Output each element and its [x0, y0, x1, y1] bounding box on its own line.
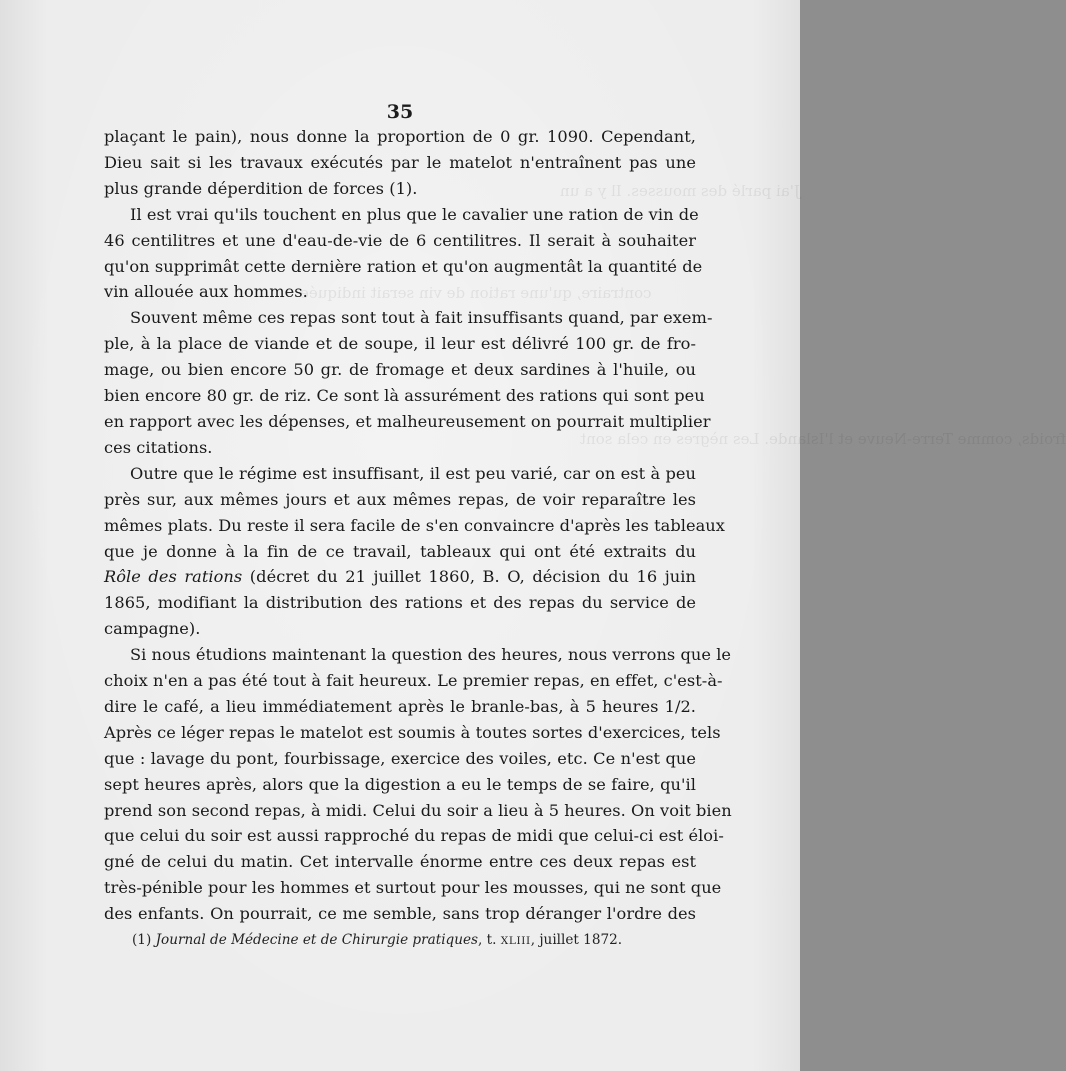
paragraph-2 — [104, 202, 703, 306]
footnote-volume-prefix: , t. — [478, 932, 497, 948]
text-line: en rapport avec les dépenses, et malheureusement on pourrait multiplier — [104, 411, 711, 431]
text-line: 1865, modifiant la distribution des rations et des repas du service de — [104, 593, 696, 613]
text-line: très-pénible pour les hommes et surtout pour les mousses, qui ne sont que — [104, 878, 722, 898]
text-line: mêmes plats. Du reste il sera facile de s'en convaincre d'après les tableaux — [104, 515, 725, 535]
text-line: Après ce léger repas le matelot est soumis à toutes sortes d'exercices, tels — [104, 722, 721, 742]
text-line: Dieu sait si les travaux exécutés par le matelot n'entraînent pas une — [104, 152, 696, 172]
show-through-text: contraire, qu'une ration de vin serait indiquée — [300, 284, 652, 302]
text-line: plus grande déperdition de forces (1). — [104, 178, 418, 198]
text-line: vin allouée aux hommes. — [104, 282, 308, 302]
text-line: Il est vrai qu'ils touchent en plus que le cavalier une ration de vin de — [130, 204, 699, 224]
text-line-with-italic — [104, 564, 696, 590]
text-line: Outre que le régime est insuffisant, il est peu varié, car on est à peu — [130, 463, 696, 483]
text-line: choix n'en a pas été tout à fait heureux. Le premier repas, en effet, c'est-à- — [104, 671, 723, 691]
text-line: ces citations. — [104, 437, 213, 457]
text-line: prend son second repas, à midi. Celui du soir a lieu à 5 heures. On voit bien — [104, 800, 732, 820]
text-line: près sur, aux mêmes jours et aux mêmes repas, de voir reparaître les — [104, 489, 696, 509]
text-line: 46 centilitres et une d'eau-de-vie de 6 centilitres. Il serait à souhaiter — [104, 230, 696, 250]
paragraph-3 — [104, 305, 713, 460]
footnote-date: , juillet 1872. — [530, 932, 623, 948]
text-line: dire le café, a lieu immédiatement après le branle-bas, à 5 heures 1/2. — [104, 696, 696, 716]
text-line: plaçant le pain), nous donne la proportion de 0 gr. 1090. Cependant, — [104, 127, 696, 146]
page-number: 35 — [386, 101, 414, 123]
text-line: ple, à la place de viande et de soupe, il leur est délivré 100 gr. de fro- — [104, 334, 696, 354]
footnote — [132, 930, 692, 951]
paragraph-5 — [104, 642, 732, 927]
text-line: bien encore 80 gr. de riz. Ce sont là assurément des rations qui sont peu — [104, 386, 705, 406]
text-line: Souvent même ces repas sont tout à fait insuffisants quand, par exem- — [130, 308, 713, 328]
text-line: que : lavage du pont, fourbissage, exercice des voiles, etc. Ce n'est que — [104, 748, 696, 768]
footnote-journal-title: Journal de Médecine et de Chirurgie pratiques — [155, 932, 479, 948]
body-text — [104, 124, 732, 927]
paragraph-1 — [104, 124, 696, 202]
text-line: gné de celui du matin. Cet intervalle énorme entre ces deux repas est — [104, 852, 696, 872]
text-line: sept heures après, alors que la digestion a eu le temps de se faire, qu'il — [104, 774, 696, 794]
show-through-text: J'ai parlé des mousses. Il y a un — [560, 182, 800, 200]
italic-title: Rôle des rations — [104, 567, 243, 587]
footnote-marker: (1) — [132, 932, 152, 948]
footnote-volume: XLIII — [500, 935, 531, 947]
italic-line-rest: (décret du 21 juillet 1860, B. O, décision du 16 juin — [242, 567, 696, 587]
paragraph-4 — [104, 461, 725, 642]
text-line: que celui du soir est aussi rapproché du repas de midi que celui-ci est éloi- — [104, 826, 724, 846]
text-line: qu'on supprimât cette dernière ration et qu'on augmentât la quantité de — [104, 256, 703, 276]
text-line: Si nous étudions maintenant la question des heures, nous verrons que le — [130, 645, 732, 665]
text-line: mage, ou bien encore 50 gr. de fromage et deux sardines à l'huile, ou — [104, 360, 696, 380]
text-line: que je donne à la fin de ce travail, tableaux qui ont été extraits du — [104, 541, 696, 561]
text-line: des enfants. On pourrait, ce me semble, sans trop déranger l'ordre des — [104, 904, 696, 924]
text-line: campagne). — [104, 619, 201, 639]
show-through-text: froids, comme Terre-Neuve et l'Islande. Les nègres en cela sont — [580, 430, 1066, 448]
